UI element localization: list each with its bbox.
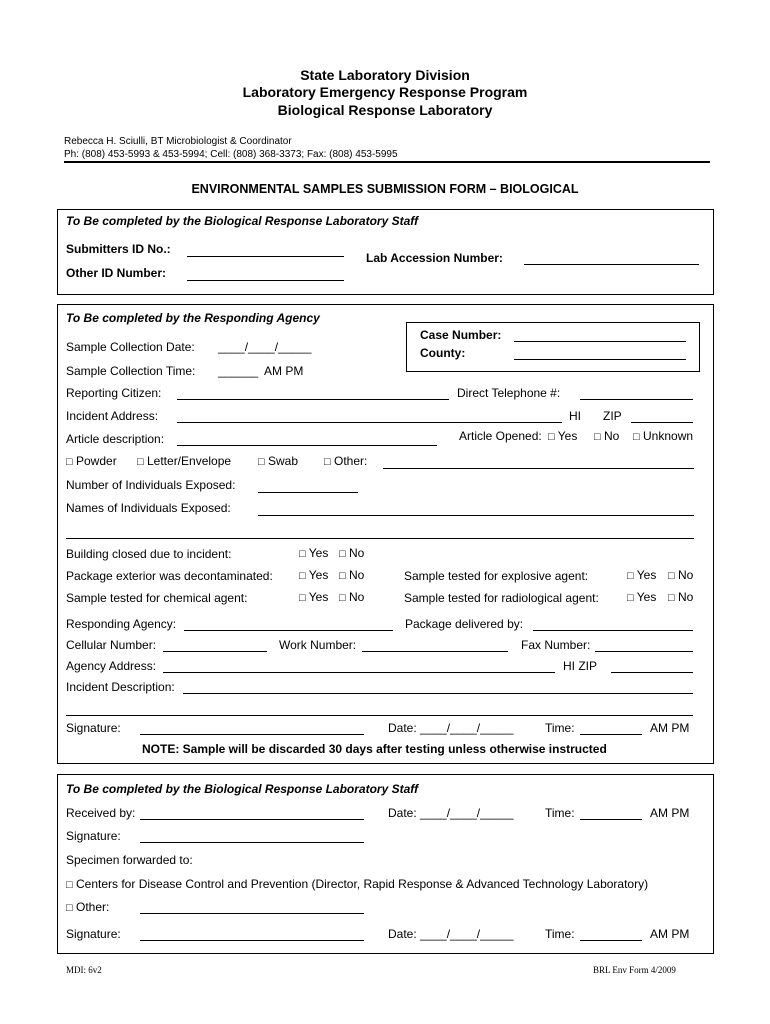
incident-description-field[interactable] bbox=[183, 693, 693, 694]
discard-note: NOTE: Sample will be discarded 30 days after testing unless otherwise instructed bbox=[142, 742, 607, 756]
checkbox-icon[interactable]: □ bbox=[137, 456, 144, 468]
type-powder[interactable] bbox=[66, 455, 117, 468]
package-delivered-label: Package delivered by: bbox=[405, 617, 524, 631]
article-opened-yes[interactable] bbox=[548, 430, 577, 443]
form-title: ENVIRONMENTAL SAMPLES SUBMISSION FORM – BIOLOGICAL bbox=[191, 182, 579, 196]
agency-address-field[interactable] bbox=[163, 672, 555, 673]
footer-form-version: BRL Env Form 4/2009 bbox=[593, 965, 676, 975]
submitters-id-label: Submitters ID No.: bbox=[66, 242, 171, 256]
agency-time-label: Time: bbox=[545, 721, 575, 735]
article-opened-label: Article Opened: bbox=[459, 429, 542, 443]
no-label: No bbox=[349, 590, 365, 604]
header-program: Laboratory Emergency Response Program bbox=[242, 84, 528, 100]
agency-am-pm: AM PM bbox=[650, 721, 690, 735]
other-id-label: Other ID Number: bbox=[66, 266, 167, 280]
other-label: Other: bbox=[334, 454, 368, 468]
reporting-citizen-label: Reporting Citizen: bbox=[66, 386, 162, 400]
no-label: No bbox=[678, 590, 694, 604]
submitters-id-field[interactable] bbox=[187, 256, 344, 257]
specimen-forwarded-label: Specimen forwarded to: bbox=[66, 853, 193, 867]
agency-time-field[interactable] bbox=[580, 734, 642, 735]
header-division: State Laboratory Division bbox=[300, 67, 470, 83]
powder-label: Powder bbox=[76, 454, 117, 468]
explosive-agent-yes[interactable] bbox=[627, 569, 656, 582]
type-other-field[interactable] bbox=[383, 468, 694, 469]
collection-time-label: Sample Collection Time: bbox=[66, 364, 196, 378]
num-exposed-label: Number of Individuals Exposed: bbox=[66, 478, 236, 492]
responding-agency-label: Responding Agency: bbox=[66, 617, 177, 631]
lab-signature2-label: Signature: bbox=[66, 927, 121, 941]
work-number-field[interactable] bbox=[362, 651, 508, 652]
explosive-agent-no[interactable] bbox=[668, 569, 693, 582]
no-label: No bbox=[349, 568, 365, 582]
type-letter-envelope[interactable] bbox=[137, 455, 231, 468]
package-decon-label: Package exterior was decontaminated: bbox=[66, 569, 273, 583]
radiological-agent-yes[interactable] bbox=[627, 591, 656, 604]
checkbox-icon[interactable]: □ bbox=[339, 548, 346, 560]
names-exposed-label: Names of Individuals Exposed: bbox=[66, 501, 231, 515]
article-description-label: Article description: bbox=[66, 432, 165, 446]
received-am-pm: AM PM bbox=[650, 806, 690, 820]
cellular-number-field[interactable] bbox=[163, 651, 267, 652]
responding-agency-field[interactable] bbox=[184, 630, 393, 631]
checkbox-icon[interactable]: □ bbox=[66, 456, 73, 468]
incident-address-field[interactable] bbox=[177, 422, 562, 423]
received-by-label: Received by: bbox=[66, 806, 136, 820]
lab-section-heading: To Be completed by the Biological Response Laboratory Staff bbox=[66, 782, 419, 796]
forward-other[interactable] bbox=[66, 901, 109, 914]
agency-signature-label: Signature: bbox=[66, 721, 121, 735]
checkbox-icon[interactable]: □ bbox=[594, 431, 601, 443]
checkbox-icon[interactable]: □ bbox=[66, 902, 73, 914]
checkbox-icon[interactable]: □ bbox=[668, 570, 675, 582]
no-label: No bbox=[604, 429, 620, 443]
received-time-field[interactable] bbox=[580, 819, 642, 820]
checkbox-icon[interactable]: □ bbox=[627, 592, 634, 604]
staff-section-heading: To Be completed by the Biological Response Laboratory Staff bbox=[66, 214, 419, 228]
chemical-agent-yes[interactable] bbox=[299, 591, 328, 604]
collection-am-pm: AM PM bbox=[264, 364, 304, 378]
chemical-agent-label: Sample tested for chemical agent: bbox=[66, 591, 248, 605]
building-closed-yes[interactable] bbox=[299, 547, 328, 560]
incident-zip-field[interactable] bbox=[631, 422, 693, 423]
incident-description-field-2[interactable] bbox=[66, 715, 693, 716]
fax-number-label: Fax Number: bbox=[521, 638, 591, 652]
yes-label: Yes bbox=[557, 429, 578, 443]
case-number-field[interactable] bbox=[514, 341, 686, 342]
forward-other-field[interactable] bbox=[140, 913, 364, 914]
incident-description-label: Incident Description: bbox=[66, 680, 175, 694]
building-closed-no[interactable] bbox=[339, 547, 364, 560]
names-exposed-field-2[interactable] bbox=[66, 538, 694, 539]
footer-form-id: MDI: 6v2 bbox=[66, 965, 102, 975]
lab-signature2-field[interactable] bbox=[140, 940, 364, 941]
checkbox-icon[interactable]: □ bbox=[299, 570, 306, 582]
checkbox-icon[interactable]: □ bbox=[299, 548, 306, 560]
yes-label: Yes bbox=[636, 590, 657, 604]
checkbox-icon[interactable]: □ bbox=[299, 592, 306, 604]
direct-phone-label: Direct Telephone #: bbox=[457, 386, 561, 400]
agency-signature-field[interactable] bbox=[140, 734, 364, 735]
yes-label: Yes bbox=[308, 546, 329, 560]
forward-other-label: Other: bbox=[76, 900, 110, 914]
county-label: County: bbox=[420, 346, 466, 360]
header-divider bbox=[64, 161, 710, 163]
collection-date-label: Sample Collection Date: bbox=[66, 340, 195, 354]
other-id-field[interactable] bbox=[187, 280, 344, 281]
collection-date-field[interactable]: ____/____/_____ bbox=[218, 340, 312, 354]
fax-number-field[interactable] bbox=[595, 651, 693, 652]
direct-phone-field[interactable] bbox=[580, 399, 693, 400]
cdc-label: Centers for Disease Control and Prevention (Director, Rapid Response & Advanced Technology Laboratory) bbox=[76, 877, 649, 891]
package-decon-yes[interactable] bbox=[299, 569, 328, 582]
lab-am-pm: AM PM bbox=[650, 927, 690, 941]
forward-cdc[interactable] bbox=[66, 878, 648, 891]
header-laboratory: Biological Response Laboratory bbox=[277, 102, 493, 118]
collection-time-field[interactable]: ______ bbox=[218, 364, 259, 378]
type-other[interactable] bbox=[324, 455, 367, 468]
checkbox-icon[interactable]: □ bbox=[339, 570, 346, 582]
checkbox-icon[interactable]: □ bbox=[66, 879, 73, 891]
unknown-label: Unknown bbox=[643, 429, 694, 443]
chemical-agent-no[interactable] bbox=[339, 591, 364, 604]
received-time-label: Time: bbox=[545, 806, 575, 820]
names-exposed-field[interactable] bbox=[258, 515, 694, 516]
agency-date-field[interactable]: Date: ____/____/_____ bbox=[388, 721, 514, 735]
building-closed-label: Building closed due to incident: bbox=[66, 547, 232, 561]
checkbox-icon[interactable]: □ bbox=[548, 431, 555, 443]
num-exposed-field[interactable] bbox=[258, 492, 358, 493]
yes-label: Yes bbox=[308, 568, 329, 582]
cellular-number-label: Cellular Number: bbox=[66, 638, 157, 652]
radiological-agent-no[interactable] bbox=[668, 591, 693, 604]
checkbox-icon[interactable]: □ bbox=[258, 456, 265, 468]
lab-date-field[interactable]: Date: ____/____/_____ bbox=[388, 927, 514, 941]
article-opened-no[interactable] bbox=[594, 430, 619, 443]
package-decon-no[interactable] bbox=[339, 569, 364, 582]
explosive-agent-label: Sample tested for explosive agent: bbox=[404, 569, 589, 583]
lab-signature-field[interactable] bbox=[140, 842, 364, 843]
agency-section-heading: To Be completed by the Responding Agency bbox=[66, 311, 320, 325]
lab-time-field[interactable] bbox=[580, 940, 642, 941]
checkbox-icon[interactable]: □ bbox=[627, 570, 634, 582]
case-number-label: Case Number: bbox=[420, 328, 502, 342]
yes-label: Yes bbox=[308, 590, 329, 604]
no-label: No bbox=[678, 568, 694, 582]
article-opened-unknown[interactable] bbox=[633, 430, 693, 443]
checkbox-icon[interactable]: □ bbox=[633, 431, 640, 443]
checkbox-icon[interactable]: □ bbox=[668, 592, 675, 604]
package-delivered-field[interactable] bbox=[533, 630, 693, 631]
no-label: No bbox=[349, 546, 365, 560]
county-field[interactable] bbox=[514, 359, 686, 360]
yes-label: Yes bbox=[636, 568, 657, 582]
swab-label: Swab bbox=[268, 454, 299, 468]
checkbox-icon[interactable]: □ bbox=[339, 592, 346, 604]
incident-hi-label: HI bbox=[569, 409, 581, 423]
incident-zip-label: ZIP bbox=[603, 409, 622, 423]
work-number-label: Work Number: bbox=[279, 638, 357, 652]
letter-envelope-label: Letter/Envelope bbox=[147, 454, 232, 468]
lab-signature-label: Signature: bbox=[66, 829, 121, 843]
received-by-field[interactable] bbox=[140, 819, 364, 820]
agency-zip-field[interactable] bbox=[611, 672, 693, 673]
lab-accession-field[interactable] bbox=[524, 264, 699, 265]
incident-address-label: Incident Address: bbox=[66, 409, 159, 423]
reporting-citizen-field[interactable] bbox=[177, 399, 449, 400]
agency-hi-zip-label: HI ZIP bbox=[563, 659, 598, 673]
type-swab[interactable] bbox=[258, 455, 298, 468]
contact-name: Rebecca H. Sciulli, BT Microbiologist & Coordinator bbox=[64, 136, 292, 147]
received-date-field[interactable]: Date: ____/____/_____ bbox=[388, 806, 514, 820]
agency-address-label: Agency Address: bbox=[66, 659, 157, 673]
checkbox-icon[interactable]: □ bbox=[324, 456, 331, 468]
lab-accession-label: Lab Accession Number: bbox=[366, 251, 503, 265]
radiological-agent-label: Sample tested for radiological agent: bbox=[404, 591, 599, 605]
lab-time-label: Time: bbox=[545, 927, 575, 941]
contact-phone: Ph: (808) 453-5993 & 453-5994; Cell: (808) 368-3373; Fax: (808) 453-5995 bbox=[64, 149, 398, 160]
article-description-field[interactable] bbox=[177, 445, 437, 446]
